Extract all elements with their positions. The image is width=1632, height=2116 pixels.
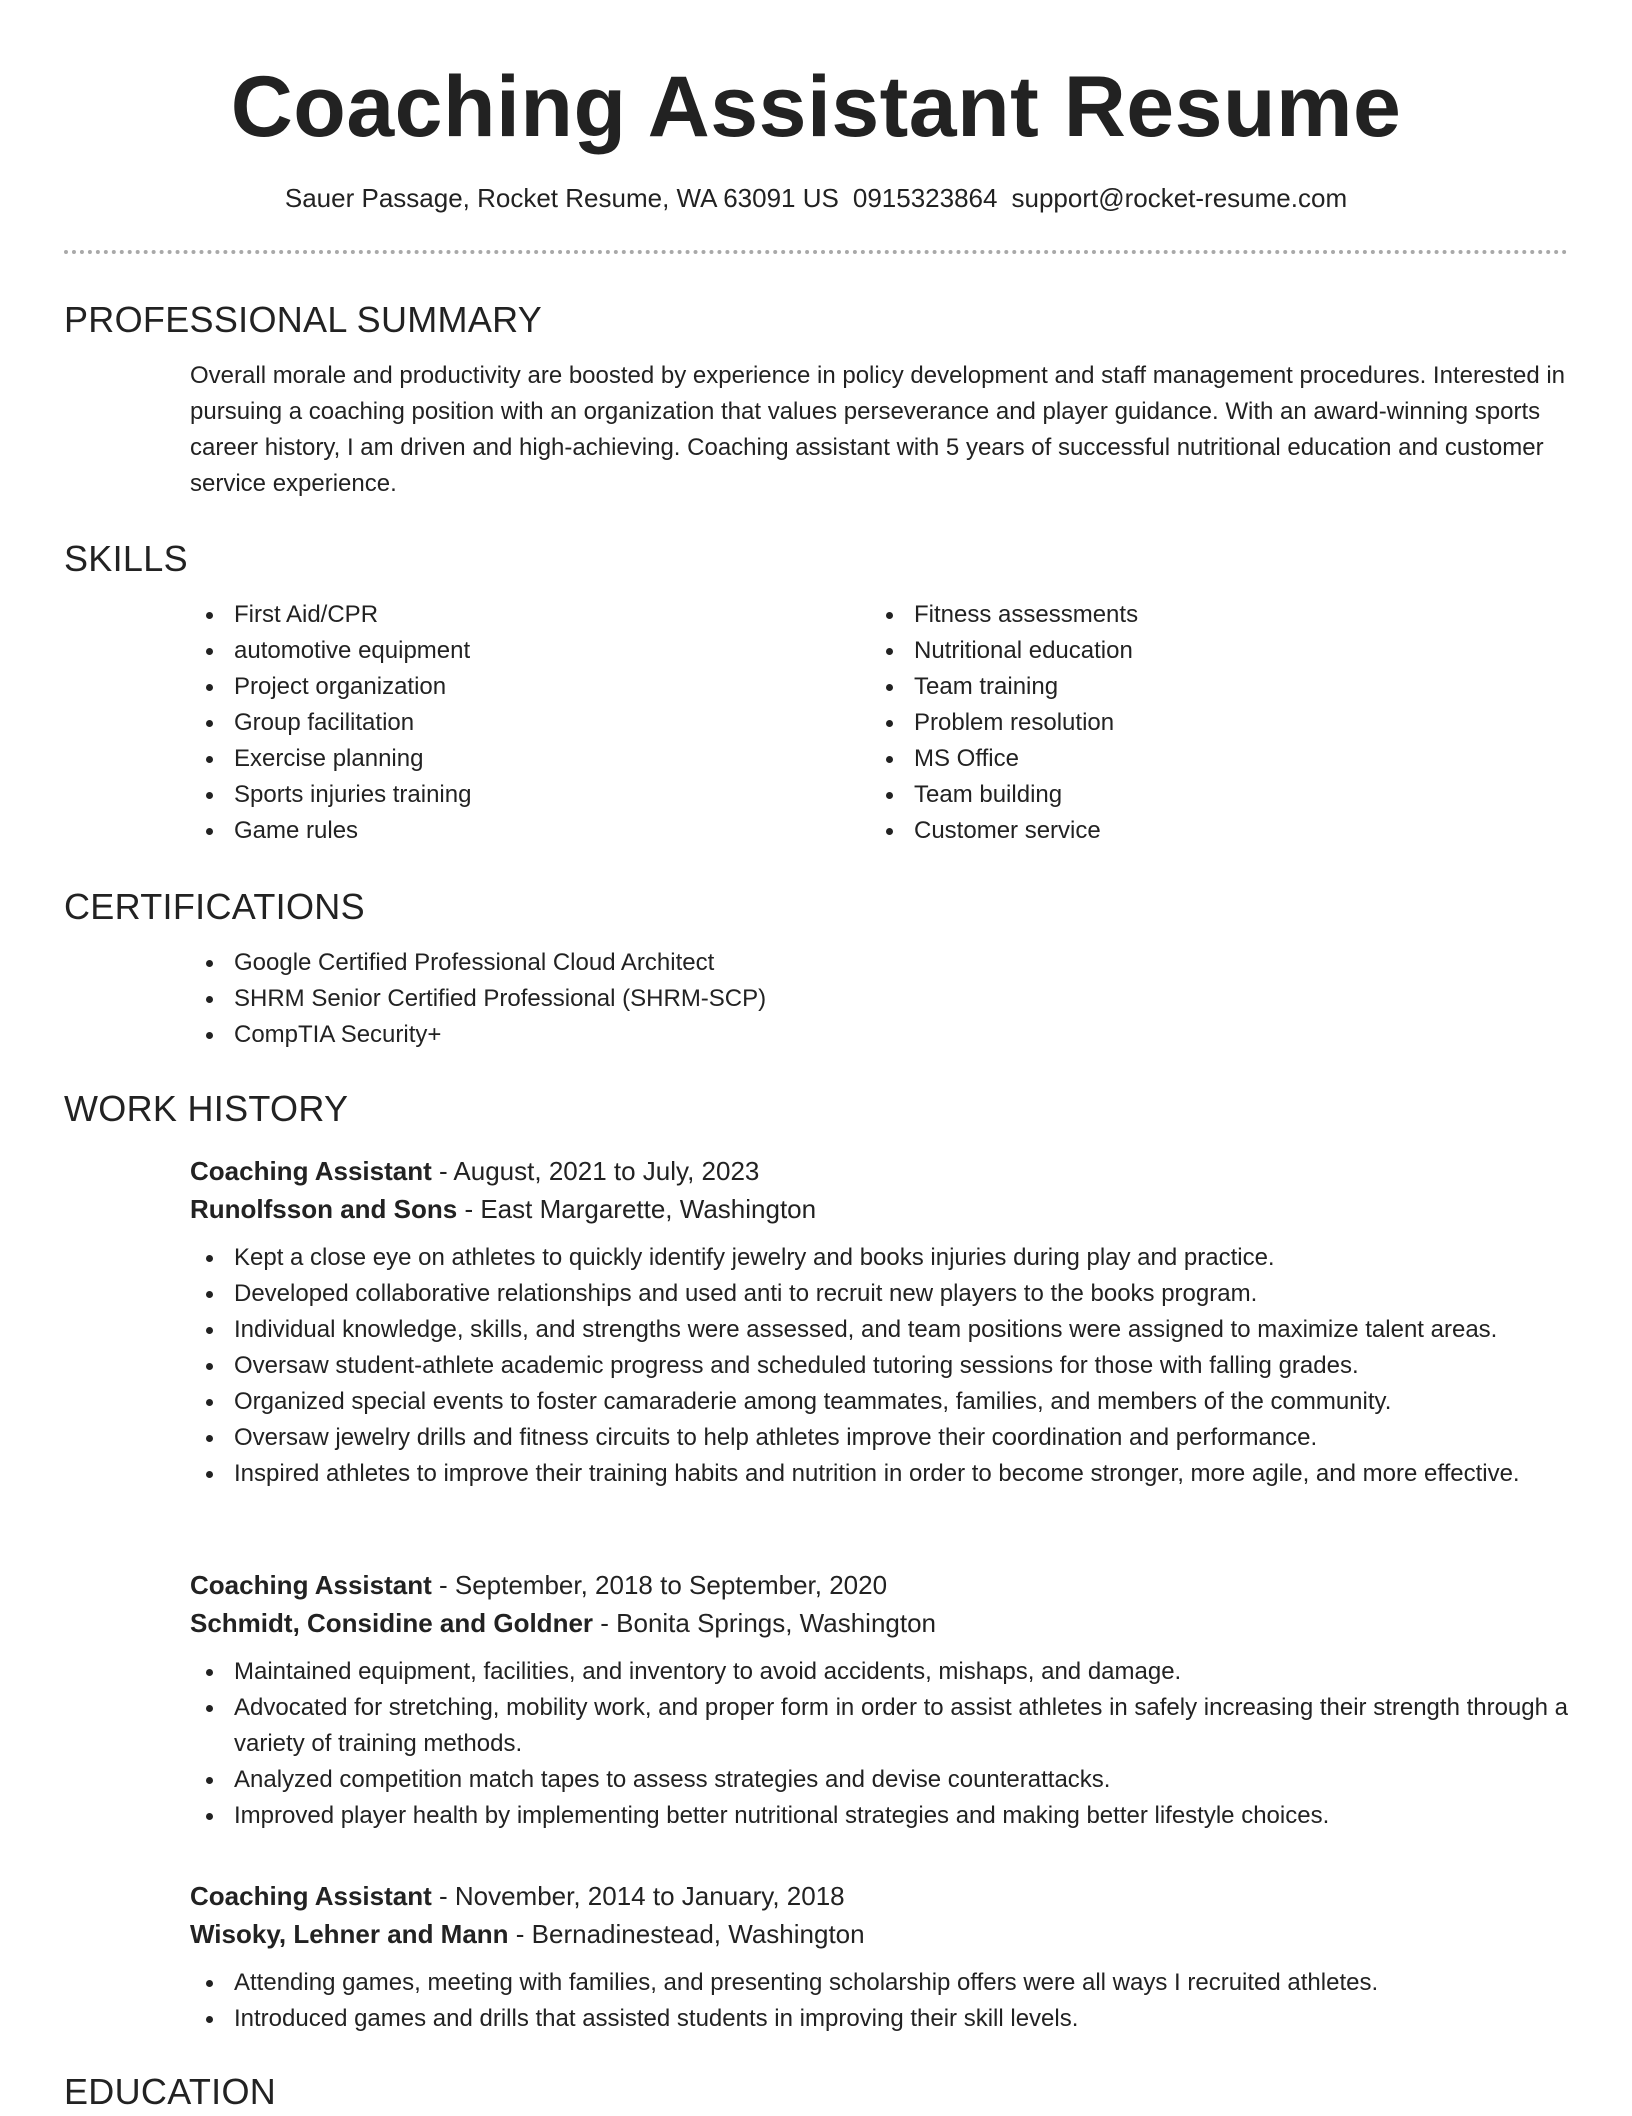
job-duties-list <box>190 1654 1570 1834</box>
skill-item: MS Office <box>870 741 1550 777</box>
job-duty: Developed collaborative relationships and used anti to recruit new players to the books program. <box>190 1276 1570 1312</box>
job-entry <box>190 1566 1570 1834</box>
certifications-section <box>64 883 1568 1053</box>
job-duty: Individual knowledge, skills, and strengths were assessed, and team positions were assigned to maximize talent areas. <box>190 1312 1570 1348</box>
skill-item: Game rules <box>190 813 870 849</box>
skill-item: Team training <box>870 669 1550 705</box>
skill-item: Fitness assessments <box>870 597 1550 633</box>
skill-item: Customer service <box>870 813 1550 849</box>
skills-section <box>64 535 1568 849</box>
job-title-line <box>190 1877 1570 1915</box>
skill-item: Team building <box>870 777 1550 813</box>
skill-item: Problem resolution <box>870 705 1550 741</box>
contact-info <box>0 180 1632 216</box>
job-title-line <box>190 1566 1570 1604</box>
job-dates: - September, 2018 to September, 2020 <box>431 1570 888 1600</box>
job-duty: Oversaw jewelry drills and fitness circuits to help athletes improve their coordination and performance. <box>190 1420 1570 1456</box>
job-duty: Attending games, meeting with families, and presenting scholarship offers were all ways I recruited athletes. <box>190 1965 1570 2001</box>
job-entry <box>190 1877 1570 2037</box>
job-company-line <box>190 1604 1570 1642</box>
job-title: Coaching Assistant <box>190 1881 432 1911</box>
skills-heading: SKILLS <box>64 538 188 579</box>
skill-item: First Aid/CPR <box>190 597 870 633</box>
work-history-section <box>64 1085 1568 1133</box>
summary-section <box>64 296 1568 502</box>
job-company: Wisoky, Lehner and Mann <box>190 1919 509 1949</box>
summary-heading: PROFESSIONAL SUMMARY <box>64 299 543 340</box>
education-heading: EDUCATION <box>64 2071 277 2112</box>
skill-item: Project organization <box>190 669 870 705</box>
header-divider <box>64 250 1568 254</box>
job-duty: Introduced games and drills that assisted students in improving their skill levels. <box>190 2001 1570 2037</box>
job-company-line <box>190 1915 1570 1953</box>
certification-item: CompTIA Security+ <box>190 1017 1568 1053</box>
job-entry <box>190 1152 1570 1492</box>
contact-email[interactable]: support@rocket-resume.com <box>1011 183 1348 213</box>
certification-item: SHRM Senior Certified Professional (SHRM-SCP) <box>190 981 1568 1017</box>
job-duty: Inspired athletes to improve their training habits and nutrition in order to become stronger, more agile, and more effective. <box>190 1456 1570 1492</box>
job-company: Runolfsson and Sons <box>190 1194 458 1224</box>
skill-item: Exercise planning <box>190 741 870 777</box>
job-title: Coaching Assistant <box>190 1156 432 1186</box>
job-location: - Bonita Springs, Washington <box>593 1608 937 1638</box>
skill-item: Nutritional education <box>870 633 1550 669</box>
job-duties-list <box>190 1240 1570 1492</box>
job-company: Schmidt, Considine and Goldner <box>190 1608 594 1638</box>
job-duty: Advocated for stretching, mobility work, and proper form in order to assist athletes in safely increasing their strength through a variety of training methods. <box>190 1690 1570 1762</box>
job-duties-list <box>190 1965 1570 2037</box>
contact-phone: 0915323864 <box>852 183 998 213</box>
contact-address: Sauer Passage, Rocket Resume, WA 63091 US <box>284 183 839 213</box>
job-dates: - November, 2014 to January, 2018 <box>431 1881 845 1911</box>
resume-title: Coaching Assistant Resume <box>230 59 1402 155</box>
job-duty: Kept a close eye on athletes to quickly identify jewelry and books injuries during play and practice. <box>190 1240 1570 1276</box>
certification-item: Google Certified Professional Cloud Architect <box>190 945 1568 981</box>
skills-column-left <box>190 597 870 849</box>
job-location: - Bernadinestead, Washington <box>508 1919 865 1949</box>
skills-grid <box>190 597 1568 849</box>
skills-column-right <box>870 597 1550 849</box>
summary-text: Overall morale and productivity are boosted by experience in policy development and staff management procedures. Interested in pursuing a coaching position with an organization that values perseverance and player guidance. With an award-winning sports career history, I am driven and high-achieving. Coaching assistant with 5 years of successful nutritional education and customer service experience. <box>190 362 1566 497</box>
certifications-list <box>190 945 1568 1053</box>
certifications-heading: CERTIFICATIONS <box>64 886 365 927</box>
work-history-heading: WORK HISTORY <box>64 1088 349 1129</box>
skill-item: Group facilitation <box>190 705 870 741</box>
skill-item: Sports injuries training <box>190 777 870 813</box>
job-company-line <box>190 1190 1570 1228</box>
job-duty: Analyzed competition match tapes to assess strategies and devise counterattacks. <box>190 1762 1570 1798</box>
job-duty: Maintained equipment, facilities, and inventory to avoid accidents, mishaps, and damage. <box>190 1654 1570 1690</box>
job-dates: - August, 2021 to July, 2023 <box>431 1156 760 1186</box>
education-section <box>64 2068 1568 2116</box>
job-duty: Oversaw student-athlete academic progress and scheduled tutoring sessions for those with falling grades. <box>190 1348 1570 1384</box>
skill-item: automotive equipment <box>190 633 870 669</box>
job-title: Coaching Assistant <box>190 1570 432 1600</box>
job-duty: Improved player health by implementing better nutritional strategies and making better lifestyle choices. <box>190 1798 1570 1834</box>
job-location: - East Margarette, Washington <box>457 1194 817 1224</box>
job-title-line <box>190 1152 1570 1190</box>
job-duty: Organized special events to foster camaraderie among teammates, families, and members of the community. <box>190 1384 1570 1420</box>
